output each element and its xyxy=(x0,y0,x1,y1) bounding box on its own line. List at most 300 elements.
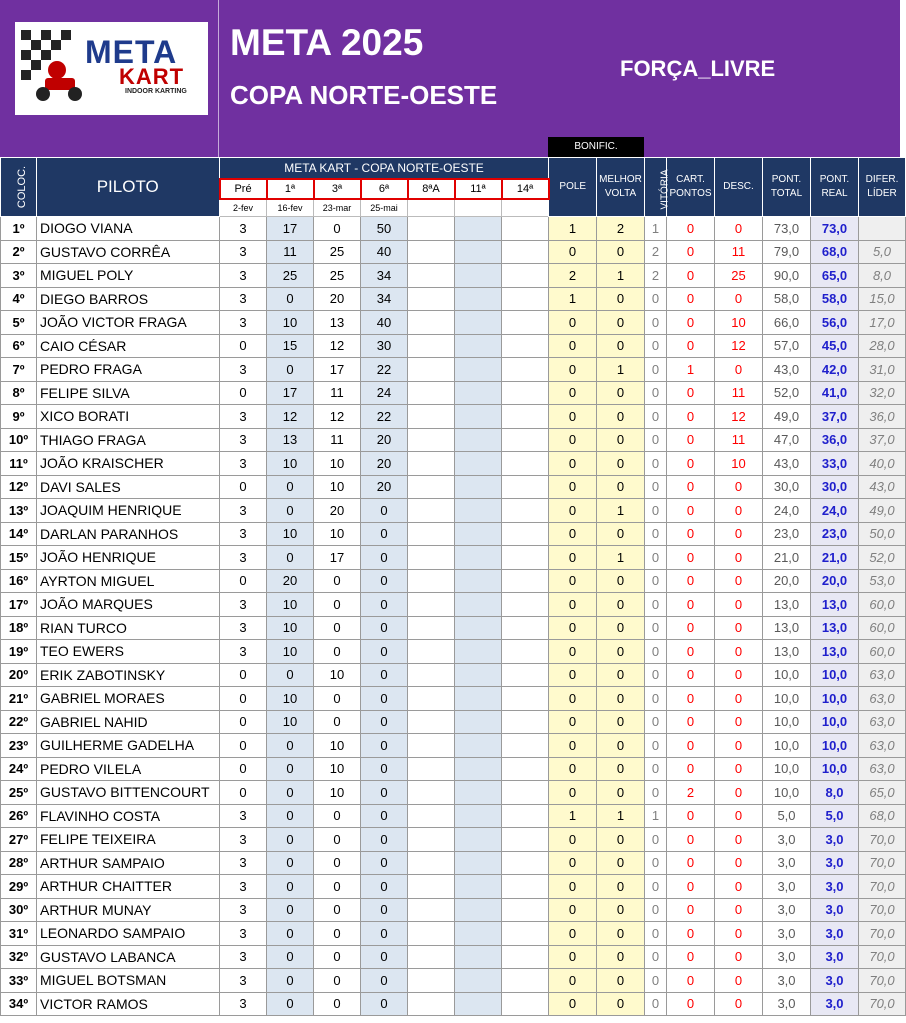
stage-points xyxy=(455,405,502,429)
stage-points: 3 xyxy=(220,875,267,899)
stage-points: 0 xyxy=(220,687,267,711)
stage-points xyxy=(455,381,502,405)
desc-cell: 0 xyxy=(715,522,763,546)
stage-points: 3 xyxy=(220,240,267,264)
stage-points: 0 xyxy=(267,875,314,899)
stage-points: 11 xyxy=(267,240,314,264)
stage-points: 50 xyxy=(361,217,408,241)
pilot-name: LEONARDO SAMPAIO xyxy=(37,922,220,946)
vitoria-cell: 0 xyxy=(645,522,667,546)
stage-points: 30 xyxy=(361,334,408,358)
pos-cell: 27º xyxy=(1,828,37,852)
pilot-name: AYRTON MIGUEL xyxy=(37,569,220,593)
cart-pontos-cell: 0 xyxy=(667,710,715,734)
stage-points xyxy=(455,898,502,922)
stage-points: 3 xyxy=(220,898,267,922)
header-divider xyxy=(218,0,219,157)
pole-cell: 0 xyxy=(549,593,597,617)
stage-points: 0 xyxy=(314,875,361,899)
stage-points: 0 xyxy=(267,922,314,946)
stage-points: 0 xyxy=(314,922,361,946)
cart-pontos-cell: 0 xyxy=(667,757,715,781)
stage-points: 12 xyxy=(314,405,361,429)
stage-points: 0 xyxy=(361,522,408,546)
difer-lider-cell: 8,0 xyxy=(859,264,906,288)
pos-cell: 3º xyxy=(1,264,37,288)
pont-real-cell: 37,0 xyxy=(811,405,859,429)
stage-points: 3 xyxy=(220,311,267,335)
stage-points xyxy=(455,475,502,499)
stage-points: 25 xyxy=(314,264,361,288)
pilot-name: ARTHUR CHAITTER xyxy=(37,875,220,899)
stage-points: 0 xyxy=(267,945,314,969)
pilot-name: GABRIEL MORAES xyxy=(37,687,220,711)
desc-cell: 0 xyxy=(715,804,763,828)
stage-points: 10 xyxy=(314,522,361,546)
pilot-name: DAVI SALES xyxy=(37,475,220,499)
stage-points xyxy=(502,546,549,570)
table-row xyxy=(1,381,906,405)
pont-real-cell: 10,0 xyxy=(811,687,859,711)
stage-points: 0 xyxy=(220,757,267,781)
table-row xyxy=(1,922,906,946)
pont-total-cell: 10,0 xyxy=(763,687,811,711)
melhor-volta-header: MELHOR VOLTA xyxy=(597,158,645,217)
pilot-name: PEDRO VILELA xyxy=(37,757,220,781)
stage-points xyxy=(502,405,549,429)
pos-cell: 31º xyxy=(1,922,37,946)
stage-points xyxy=(408,334,455,358)
desc-cell: 0 xyxy=(715,828,763,852)
stage-points: 10 xyxy=(314,734,361,758)
stage-points: 0 xyxy=(361,616,408,640)
vitoria-cell: 0 xyxy=(645,710,667,734)
stage-points: 0 xyxy=(361,734,408,758)
stage-points: 10 xyxy=(267,522,314,546)
pole-cell: 0 xyxy=(549,734,597,758)
melhor-volta-cell: 1 xyxy=(597,546,645,570)
stage-points xyxy=(502,898,549,922)
stage-points: 0 xyxy=(220,734,267,758)
pos-cell: 11º xyxy=(1,452,37,476)
pont-total-cell: 10,0 xyxy=(763,757,811,781)
table-row xyxy=(1,898,906,922)
pont-total-cell: 5,0 xyxy=(763,804,811,828)
stage-points: 0 xyxy=(361,546,408,570)
stage-points: 0 xyxy=(314,569,361,593)
desc-cell: 0 xyxy=(715,640,763,664)
stage-points: 3 xyxy=(220,405,267,429)
stage-points: 20 xyxy=(314,287,361,311)
melhor-volta-cell: 0 xyxy=(597,710,645,734)
desc-cell: 0 xyxy=(715,616,763,640)
difer-lider-cell: 70,0 xyxy=(859,945,906,969)
pont-real-cell: 3,0 xyxy=(811,875,859,899)
stage-points: 3 xyxy=(220,546,267,570)
stage-points: 17 xyxy=(267,381,314,405)
table-row xyxy=(1,804,906,828)
stage-points: 0 xyxy=(220,569,267,593)
melhor-volta-cell: 0 xyxy=(597,452,645,476)
desc-cell: 0 xyxy=(715,757,763,781)
difer-lider-cell: 70,0 xyxy=(859,875,906,899)
pole-cell: 0 xyxy=(549,546,597,570)
pilot-name: MIGUEL POLY xyxy=(37,264,220,288)
pont-total-cell: 49,0 xyxy=(763,405,811,429)
pos-cell: 7º xyxy=(1,358,37,382)
stage-points xyxy=(502,734,549,758)
pilot-name: DIEGO BARROS xyxy=(37,287,220,311)
melhor-volta-cell: 0 xyxy=(597,828,645,852)
desc-header: DESC. xyxy=(715,158,763,217)
desc-cell: 10 xyxy=(715,311,763,335)
stage-points xyxy=(502,287,549,311)
stage-points: 0 xyxy=(267,358,314,382)
stage-points: 3 xyxy=(220,264,267,288)
stage-points xyxy=(502,593,549,617)
vitoria-cell: 0 xyxy=(645,992,667,1016)
stage-points: 0 xyxy=(220,334,267,358)
difer-lider-cell: 70,0 xyxy=(859,851,906,875)
stage-points xyxy=(455,311,502,335)
desc-cell: 0 xyxy=(715,569,763,593)
pole-cell: 0 xyxy=(549,828,597,852)
stage-points: 3 xyxy=(220,804,267,828)
stage-points xyxy=(408,757,455,781)
stage-points: 20 xyxy=(361,452,408,476)
pont-total-cell: 66,0 xyxy=(763,311,811,335)
stage-points: 13 xyxy=(314,311,361,335)
cart-pontos-cell: 0 xyxy=(667,663,715,687)
vitoria-cell: 0 xyxy=(645,569,667,593)
stage-points: 0 xyxy=(361,804,408,828)
stage-points: 0 xyxy=(314,640,361,664)
cart-pontos-cell: 0 xyxy=(667,828,715,852)
stage-points: 0 xyxy=(220,781,267,805)
pont-total-cell: 58,0 xyxy=(763,287,811,311)
stage-points: 10 xyxy=(267,452,314,476)
cart-pontos-cell: 0 xyxy=(667,640,715,664)
pilot-name: ERIK ZABOTINSKY xyxy=(37,663,220,687)
stage-points: 0 xyxy=(361,663,408,687)
pilot-name: TEO EWERS xyxy=(37,640,220,664)
stage-points xyxy=(408,851,455,875)
desc-cell: 0 xyxy=(715,710,763,734)
coloc-header: COLOC. xyxy=(1,158,37,217)
stage-points xyxy=(502,475,549,499)
desc-cell: 0 xyxy=(715,969,763,993)
melhor-volta-cell: 0 xyxy=(597,969,645,993)
stage-points: 0 xyxy=(361,898,408,922)
pont-real-cell: 24,0 xyxy=(811,499,859,523)
cart-pontos-cell: 0 xyxy=(667,522,715,546)
pos-cell: 32º xyxy=(1,945,37,969)
pilot-name: FELIPE SILVA xyxy=(37,381,220,405)
pos-cell: 18º xyxy=(1,616,37,640)
stage-points: 3 xyxy=(220,922,267,946)
pos-cell: 25º xyxy=(1,781,37,805)
pont-total-cell: 24,0 xyxy=(763,499,811,523)
stage-points: 17 xyxy=(267,217,314,241)
desc-cell: 0 xyxy=(715,499,763,523)
stage-date: 2-fev xyxy=(220,199,267,217)
stage-points: 10 xyxy=(267,593,314,617)
vitoria-cell: 0 xyxy=(645,922,667,946)
stage-points xyxy=(502,499,549,523)
pont-total-cell: 47,0 xyxy=(763,428,811,452)
stage-points: 3 xyxy=(220,992,267,1016)
melhor-volta-cell: 1 xyxy=(597,804,645,828)
table-row xyxy=(1,452,906,476)
stage-points: 0 xyxy=(361,781,408,805)
vitoria-cell: 1 xyxy=(645,217,667,241)
table-row xyxy=(1,240,906,264)
table-row xyxy=(1,217,906,241)
difer-lider-cell: 49,0 xyxy=(859,499,906,523)
difer-lider-cell: 53,0 xyxy=(859,569,906,593)
stage-points: 0 xyxy=(267,734,314,758)
stage-points xyxy=(408,522,455,546)
difer-lider-cell: 60,0 xyxy=(859,593,906,617)
pos-cell: 5º xyxy=(1,311,37,335)
melhor-volta-cell: 0 xyxy=(597,240,645,264)
difer-lider-cell: 70,0 xyxy=(859,922,906,946)
stage-points: 0 xyxy=(314,851,361,875)
stage-points xyxy=(502,522,549,546)
stage-points: 10 xyxy=(267,311,314,335)
pont-real-cell: 41,0 xyxy=(811,381,859,405)
cart-pontos-cell: 0 xyxy=(667,311,715,335)
stage-points xyxy=(408,663,455,687)
table-body xyxy=(1,217,906,1016)
stage-points xyxy=(502,358,549,382)
stage-points xyxy=(502,710,549,734)
pont-total-cell: 21,0 xyxy=(763,546,811,570)
pont-real-cell: 3,0 xyxy=(811,898,859,922)
cart-pontos-cell: 0 xyxy=(667,405,715,429)
stage-points xyxy=(502,381,549,405)
standings-table xyxy=(0,157,906,1016)
stage-points xyxy=(502,217,549,241)
melhor-volta-cell: 0 xyxy=(597,663,645,687)
table-row xyxy=(1,687,906,711)
difer-lider-cell: 5,0 xyxy=(859,240,906,264)
pole-cell: 0 xyxy=(549,687,597,711)
pont-total-cell: 90,0 xyxy=(763,264,811,288)
stage-points xyxy=(455,593,502,617)
stage-points: 22 xyxy=(361,358,408,382)
stage-points xyxy=(408,734,455,758)
difer-lider-cell: 63,0 xyxy=(859,734,906,758)
stage-points: 15 xyxy=(267,334,314,358)
desc-cell: 10 xyxy=(715,452,763,476)
table-row xyxy=(1,593,906,617)
cart-pontos-cell: 0 xyxy=(667,452,715,476)
pont-real-cell: 36,0 xyxy=(811,428,859,452)
pole-header: POLE xyxy=(549,158,597,217)
melhor-volta-cell: 0 xyxy=(597,334,645,358)
melhor-volta-cell: 0 xyxy=(597,616,645,640)
pos-cell: 10º xyxy=(1,428,37,452)
pole-cell: 0 xyxy=(549,781,597,805)
pilot-name: GUSTAVO BITTENCOURT xyxy=(37,781,220,805)
stage-points: 0 xyxy=(314,217,361,241)
pos-cell: 15º xyxy=(1,546,37,570)
pole-cell: 0 xyxy=(549,875,597,899)
pole-cell: 0 xyxy=(549,334,597,358)
stage-points xyxy=(408,475,455,499)
pole-cell: 0 xyxy=(549,240,597,264)
stage-points xyxy=(408,945,455,969)
pont-real-cell: 10,0 xyxy=(811,734,859,758)
championship-header: META KART - COPA NORTE-OESTE xyxy=(220,158,549,180)
stage-points: 34 xyxy=(361,287,408,311)
table-row xyxy=(1,640,906,664)
cart-pontos-cell: 0 xyxy=(667,851,715,875)
cart-pontos-cell: 0 xyxy=(667,475,715,499)
stage-points xyxy=(455,452,502,476)
stage-date: 16-fev xyxy=(267,199,314,217)
stage-points: 0 xyxy=(267,898,314,922)
pont-total-cell: 10,0 xyxy=(763,663,811,687)
stage-points: 10 xyxy=(314,757,361,781)
table-row xyxy=(1,522,906,546)
stage-header: 6ª xyxy=(361,179,408,199)
page-title: META 2025 xyxy=(230,22,424,63)
desc-cell: 0 xyxy=(715,851,763,875)
table-row xyxy=(1,616,906,640)
cart-pontos-cell: 0 xyxy=(667,499,715,523)
vitoria-cell: 0 xyxy=(645,311,667,335)
logo-meta-text: META xyxy=(85,34,178,70)
cart-pontos-cell: 2 xyxy=(667,781,715,805)
stage-points: 10 xyxy=(267,687,314,711)
cart-pontos-cell: 0 xyxy=(667,945,715,969)
pont-real-cell: 10,0 xyxy=(811,663,859,687)
pos-cell: 29º xyxy=(1,875,37,899)
stage-points: 0 xyxy=(314,828,361,852)
pont-total-cell: 43,0 xyxy=(763,358,811,382)
pole-cell: 0 xyxy=(549,851,597,875)
difer-lider-cell: 70,0 xyxy=(859,969,906,993)
stage-points: 3 xyxy=(220,287,267,311)
pont-real-cell: 20,0 xyxy=(811,569,859,593)
stage-points xyxy=(502,663,549,687)
desc-cell: 0 xyxy=(715,593,763,617)
pilot-name: DIOGO VIANA xyxy=(37,217,220,241)
pilot-name: JOAQUIM HENRIQUE xyxy=(37,499,220,523)
desc-cell: 0 xyxy=(715,734,763,758)
stage-points xyxy=(455,710,502,734)
stage-points xyxy=(408,240,455,264)
stage-points: 10 xyxy=(314,781,361,805)
stage-points: 10 xyxy=(314,452,361,476)
table-row xyxy=(1,969,906,993)
category-label: FORÇA_LIVRE xyxy=(620,56,776,81)
pos-cell: 34º xyxy=(1,992,37,1016)
stage-points xyxy=(502,922,549,946)
stage-points xyxy=(408,804,455,828)
stage-points: 0 xyxy=(267,546,314,570)
table-row xyxy=(1,992,906,1016)
stage-points xyxy=(408,217,455,241)
pilot-name: THIAGO FRAGA xyxy=(37,428,220,452)
stage-points: 0 xyxy=(314,898,361,922)
vitoria-cell: 0 xyxy=(645,898,667,922)
difer-lider-cell: 70,0 xyxy=(859,898,906,922)
table-row xyxy=(1,569,906,593)
melhor-volta-cell: 1 xyxy=(597,264,645,288)
cart-pontos-cell: 0 xyxy=(667,428,715,452)
vitoria-cell: 0 xyxy=(645,428,667,452)
pont-real-cell: 42,0 xyxy=(811,358,859,382)
desc-cell: 25 xyxy=(715,264,763,288)
stage-points xyxy=(455,945,502,969)
stage-date: 23-mar xyxy=(314,199,361,217)
pilot-name: DARLAN PARANHOS xyxy=(37,522,220,546)
difer-lider-cell: 43,0 xyxy=(859,475,906,499)
pos-cell: 21º xyxy=(1,687,37,711)
difer-lider-cell: 60,0 xyxy=(859,640,906,664)
melhor-volta-cell: 0 xyxy=(597,428,645,452)
desc-cell: 0 xyxy=(715,992,763,1016)
pos-cell: 20º xyxy=(1,663,37,687)
difer-lider-cell: 32,0 xyxy=(859,381,906,405)
melhor-volta-cell: 0 xyxy=(597,311,645,335)
stage-points: 0 xyxy=(314,804,361,828)
pole-cell: 0 xyxy=(549,475,597,499)
cart-pontos-cell: 0 xyxy=(667,240,715,264)
stage-points: 0 xyxy=(267,757,314,781)
pos-cell: 30º xyxy=(1,898,37,922)
pos-cell: 9º xyxy=(1,405,37,429)
pole-cell: 0 xyxy=(549,663,597,687)
difer-lider-cell: 37,0 xyxy=(859,428,906,452)
stage-points: 0 xyxy=(314,710,361,734)
difer-lider-cell: 15,0 xyxy=(859,287,906,311)
pont-real-cell: 8,0 xyxy=(811,781,859,805)
stage-points: 0 xyxy=(314,687,361,711)
melhor-volta-cell: 2 xyxy=(597,217,645,241)
pos-cell: 4º xyxy=(1,287,37,311)
stage-header: 3ª xyxy=(314,179,361,199)
cart-pontos-cell: 0 xyxy=(667,287,715,311)
pole-cell: 0 xyxy=(549,358,597,382)
desc-cell: 0 xyxy=(715,663,763,687)
stage-points xyxy=(455,687,502,711)
vitoria-cell: 0 xyxy=(645,287,667,311)
stage-points xyxy=(502,452,549,476)
stage-points: 0 xyxy=(361,851,408,875)
vitoria-cell: 0 xyxy=(645,663,667,687)
pos-cell: 12º xyxy=(1,475,37,499)
melhor-volta-cell: 0 xyxy=(597,734,645,758)
stage-points xyxy=(502,851,549,875)
stage-points: 0 xyxy=(361,687,408,711)
pole-cell: 1 xyxy=(549,287,597,311)
stage-points: 11 xyxy=(314,381,361,405)
stage-date xyxy=(408,199,455,217)
difer-lider-cell: 50,0 xyxy=(859,522,906,546)
stage-points xyxy=(502,687,549,711)
stage-points xyxy=(455,757,502,781)
stage-points xyxy=(502,969,549,993)
stage-points xyxy=(455,240,502,264)
stage-points xyxy=(455,287,502,311)
pos-cell: 13º xyxy=(1,499,37,523)
pont-real-cell: 21,0 xyxy=(811,546,859,570)
pos-cell: 28º xyxy=(1,851,37,875)
